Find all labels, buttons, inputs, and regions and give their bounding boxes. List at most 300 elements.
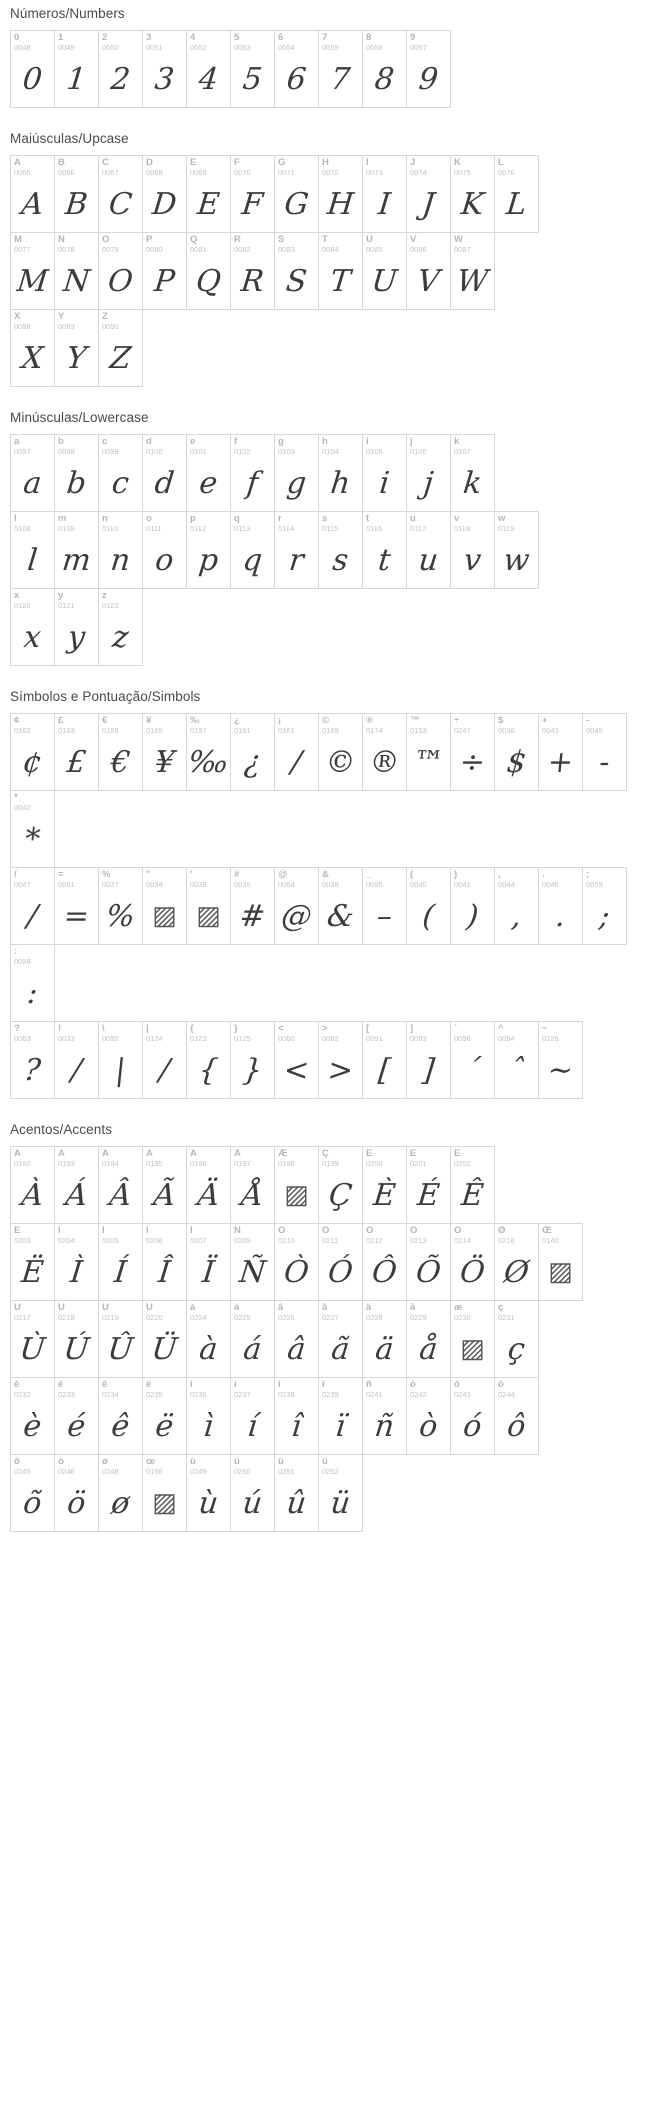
glyph-cell[interactable] — [318, 713, 363, 791]
glyph-cell[interactable] — [142, 155, 187, 233]
glyph-cell[interactable] — [582, 713, 627, 791]
glyph-code-label: 0062 — [322, 1034, 339, 1043]
glyph-cell[interactable] — [450, 511, 495, 589]
glyph-code-label: 0199 — [322, 1159, 339, 1168]
glyph-cell[interactable] — [54, 1146, 99, 1224]
glyph-cell[interactable] — [450, 1146, 495, 1224]
glyph-cell[interactable] — [54, 713, 99, 791]
glyph-cell[interactable] — [142, 232, 187, 310]
glyph-preview: = — [62, 898, 91, 934]
glyph-meta — [11, 714, 54, 735]
glyph-meta — [11, 1301, 54, 1322]
glyph-cell[interactable] — [450, 1021, 495, 1099]
glyph-cell[interactable] — [230, 713, 275, 791]
glyph-code-label: 0110 — [102, 524, 119, 533]
glyph-cell[interactable] — [362, 511, 407, 589]
glyph-cell[interactable] — [494, 1377, 539, 1455]
glyph-cell[interactable] — [538, 1223, 583, 1301]
glyph-code-label: 0100 — [146, 447, 163, 456]
glyph-cell[interactable] — [406, 1146, 451, 1224]
glyph-cell[interactable] — [142, 434, 187, 512]
glyph-preview: ù — [196, 1485, 220, 1521]
glyph-code-label: 0206 — [146, 1236, 163, 1245]
glyph-cell[interactable] — [54, 1021, 99, 1099]
glyph-cell[interactable] — [98, 155, 143, 233]
glyph-cell[interactable] — [10, 1223, 55, 1301]
glyph-cell[interactable] — [54, 1377, 99, 1455]
glyph-section — [0, 0, 661, 107]
glyph-cell[interactable] — [10, 1454, 55, 1532]
glyph-cell[interactable] — [450, 1223, 495, 1301]
glyph-cell[interactable] — [494, 1300, 539, 1378]
glyph-code-label: 0121 — [58, 601, 75, 610]
glyph-cell[interactable] — [10, 588, 55, 666]
glyph-char-label: ä — [366, 1303, 372, 1313]
glyph-cell[interactable] — [406, 232, 451, 310]
glyph-code-label: 0120 — [14, 601, 31, 610]
glyph-cell[interactable] — [538, 867, 583, 945]
glyph-code-label: 0046 — [542, 880, 559, 889]
glyph-char-label: * — [14, 793, 18, 803]
glyph-cell[interactable] — [494, 511, 539, 589]
glyph-char-label: Q — [190, 235, 198, 245]
glyph-meta — [539, 1224, 582, 1245]
section-title: Acentos/Accents — [10, 1122, 113, 1137]
glyph-cell[interactable] — [142, 1223, 187, 1301]
glyph-char-label: & — [322, 870, 329, 880]
glyph-preview: J — [420, 186, 437, 222]
glyph-cell[interactable] — [274, 1454, 319, 1532]
glyph-preview: O — [106, 263, 135, 299]
glyph-meta — [143, 1301, 186, 1322]
glyph-cell[interactable] — [494, 1223, 539, 1301]
glyph-cell[interactable] — [142, 1300, 187, 1378]
glyph-cell[interactable] — [98, 1146, 143, 1224]
glyph-meta — [275, 233, 318, 254]
glyph-meta — [495, 868, 538, 889]
glyph-cell[interactable] — [494, 713, 539, 791]
glyph-code-label: 0092 — [102, 1034, 119, 1043]
glyph-cell[interactable] — [186, 1377, 231, 1455]
glyph-preview: Ü — [150, 1331, 179, 1367]
glyph-code-label: 0205 — [102, 1236, 119, 1245]
glyph-cell[interactable] — [230, 434, 275, 512]
glyph-code-label: 0169 — [322, 726, 339, 735]
glyph-char-label: ë — [146, 1380, 152, 1390]
glyph-preview: f — [245, 465, 260, 501]
glyph-preview: ô — [505, 1408, 528, 1444]
glyph-char-label: g — [278, 437, 284, 447]
glyph-cell[interactable] — [274, 1021, 319, 1099]
glyph-cell[interactable] — [274, 1300, 319, 1378]
glyph-cell[interactable] — [54, 1300, 99, 1378]
glyph-cell[interactable] — [230, 1223, 275, 1301]
glyph-preview: Ñ — [237, 1254, 268, 1290]
glyph-meta — [363, 156, 406, 177]
glyph-code-label: 0108 — [14, 524, 31, 533]
glyph-cell[interactable] — [406, 1223, 451, 1301]
glyph-cell[interactable] — [10, 309, 55, 387]
glyph-char-label: Ò — [278, 1226, 286, 1236]
glyph-meta — [363, 1301, 406, 1322]
glyph-cell[interactable] — [494, 867, 539, 945]
glyph-code-label: 0080 — [146, 245, 163, 254]
glyph-cell[interactable] — [54, 588, 99, 666]
glyph-meta — [539, 1022, 582, 1043]
glyph-cell[interactable] — [362, 1146, 407, 1224]
glyph-char-label: W — [454, 235, 463, 245]
glyph-meta — [11, 1022, 54, 1043]
glyph-cell[interactable] — [582, 867, 627, 945]
glyph-meta — [99, 1378, 142, 1399]
glyph-cell[interactable] — [10, 1021, 55, 1099]
glyph-cell[interactable] — [98, 1300, 143, 1378]
glyph-code-label: 0086 — [410, 245, 427, 254]
glyph-cell[interactable] — [450, 1300, 495, 1378]
glyph-cell[interactable] — [362, 1300, 407, 1378]
glyph-preview: ˆ — [507, 1052, 526, 1088]
glyph-code-label: 0232 — [14, 1390, 31, 1399]
glyph-meta — [143, 1378, 186, 1399]
glyph-cell[interactable] — [98, 309, 143, 387]
glyph-cell[interactable] — [186, 1300, 231, 1378]
glyph-cell[interactable] — [274, 1377, 319, 1455]
glyph-code-label: 0039 — [190, 880, 207, 889]
glyph-char-label: # — [234, 870, 240, 880]
glyph-preview: 7 — [329, 61, 352, 97]
glyph-preview: . — [553, 898, 568, 934]
glyph-char-label: 1 — [58, 33, 64, 43]
glyph-preview: ä — [373, 1331, 396, 1367]
glyph-cell[interactable] — [142, 1454, 187, 1532]
glyph-cell[interactable] — [10, 1146, 55, 1224]
glyph-section — [0, 683, 661, 1098]
glyph-char-label: Y — [58, 312, 65, 322]
glyph-char-label: m — [58, 514, 67, 524]
glyph-cell[interactable] — [186, 1146, 231, 1224]
glyph-cell[interactable] — [274, 155, 319, 233]
glyph-cell[interactable] — [142, 511, 187, 589]
glyph-cell[interactable] — [274, 434, 319, 512]
glyph-cell[interactable] — [406, 1021, 451, 1099]
glyph-cell[interactable] — [98, 232, 143, 310]
glyph-cell[interactable] — [186, 713, 231, 791]
glyph-preview: # — [238, 898, 267, 934]
glyph-cell[interactable] — [98, 30, 143, 108]
glyph-code-label: 0055 — [322, 43, 339, 52]
glyph-cell[interactable] — [494, 155, 539, 233]
glyph-char-label: ì — [190, 1380, 193, 1390]
glyph-cell[interactable] — [186, 232, 231, 310]
glyph-char-label: ! — [58, 1024, 62, 1034]
glyph-cell[interactable] — [538, 713, 583, 791]
glyph-meta — [231, 714, 274, 735]
glyph-cell[interactable] — [186, 1021, 231, 1099]
glyph-cell[interactable] — [142, 30, 187, 108]
glyph-cell[interactable] — [10, 511, 55, 589]
glyph-cell[interactable] — [274, 511, 319, 589]
glyph-char-label: ù — [190, 1457, 196, 1467]
glyph-preview: , — [509, 898, 524, 934]
glyph-code-label: 0099 — [102, 447, 119, 456]
glyph-cell[interactable] — [186, 30, 231, 108]
glyph-preview: e — [197, 465, 220, 501]
glyph-cell[interactable] — [230, 155, 275, 233]
glyph-cell[interactable] — [186, 1454, 231, 1532]
glyph-meta — [363, 1022, 406, 1043]
glyph-preview: ö — [65, 1485, 88, 1521]
glyph-cell[interactable] — [186, 511, 231, 589]
glyph-cell[interactable] — [362, 1377, 407, 1455]
glyph-cell[interactable] — [450, 155, 495, 233]
glyph-cell[interactable] — [142, 713, 187, 791]
glyph-cell[interactable] — [142, 867, 187, 945]
glyph-cell[interactable] — [362, 30, 407, 108]
glyph-preview: Ó — [326, 1254, 355, 1290]
glyph-meta — [143, 1147, 186, 1168]
glyph-char-label: ¥ — [146, 716, 152, 726]
glyph-row — [0, 1454, 651, 1531]
glyph-cell[interactable] — [230, 30, 275, 108]
glyph-code-label: 0047 — [14, 880, 31, 889]
glyph-char-label: Ç — [322, 1149, 329, 1159]
glyph-cell[interactable] — [406, 713, 451, 791]
glyph-char-label: j — [410, 437, 413, 447]
glyph-cell[interactable] — [450, 1377, 495, 1455]
glyph-char-label: X — [14, 312, 21, 322]
glyph-cell[interactable] — [10, 1377, 55, 1455]
glyph-cell[interactable] — [318, 434, 363, 512]
glyph-cell[interactable] — [230, 511, 275, 589]
glyph-cell[interactable] — [142, 1377, 187, 1455]
glyph-preview: T — [328, 263, 353, 299]
glyph-cell[interactable] — [54, 30, 99, 108]
glyph-cell[interactable] — [186, 155, 231, 233]
glyph-preview: ) — [464, 898, 481, 934]
glyph-code-label: 0082 — [234, 245, 251, 254]
glyph-cell[interactable] — [406, 867, 451, 945]
glyph-cell[interactable] — [54, 1454, 99, 1532]
glyph-cell[interactable] — [362, 434, 407, 512]
glyph-cell[interactable] — [406, 1377, 451, 1455]
glyph-cell[interactable] — [230, 1021, 275, 1099]
glyph-cell[interactable] — [318, 30, 363, 108]
glyph-meta — [99, 310, 142, 331]
glyph-cell[interactable] — [318, 155, 363, 233]
glyph-cell[interactable] — [362, 867, 407, 945]
glyph-meta — [319, 31, 362, 52]
glyph-cell[interactable] — [142, 1021, 187, 1099]
glyph-char-label: À — [14, 1149, 21, 1159]
glyph-code-label: 0195 — [146, 1159, 163, 1168]
glyph-code-label: 0117 — [410, 524, 427, 533]
glyph-meta — [11, 589, 54, 610]
glyph-char-label: q — [234, 514, 240, 524]
glyph-cell[interactable] — [318, 511, 363, 589]
glyph-char-label: Á — [58, 1149, 65, 1159]
glyph-cell[interactable] — [362, 155, 407, 233]
glyph-preview: Å — [239, 1177, 266, 1213]
glyph-preview: – — [375, 898, 394, 934]
glyph-char-label: H — [322, 158, 329, 168]
glyph-cell[interactable] — [274, 1223, 319, 1301]
glyph-cell[interactable] — [98, 434, 143, 512]
glyph-char-label: Ø — [498, 1226, 506, 1236]
glyph-char-label: Æ — [278, 1149, 288, 1159]
glyph-meta — [11, 1147, 54, 1168]
glyph-cell[interactable] — [406, 30, 451, 108]
glyph-cell[interactable] — [362, 713, 407, 791]
glyph-char-label: Ã — [146, 1149, 153, 1159]
glyph-meta — [11, 791, 54, 812]
glyph-cell[interactable] — [54, 232, 99, 310]
glyph-preview: ™ — [411, 744, 446, 780]
glyph-meta — [11, 512, 54, 533]
glyph-cell[interactable] — [10, 434, 55, 512]
glyph-preview: ï — [333, 1408, 348, 1444]
glyph-cell[interactable] — [274, 30, 319, 108]
glyph-meta — [451, 233, 494, 254]
glyph-char-label: I — [366, 158, 369, 168]
glyph-preview: Ô — [370, 1254, 399, 1290]
glyph-cell[interactable] — [362, 1223, 407, 1301]
glyph-cell[interactable] — [406, 511, 451, 589]
glyph-cell[interactable] — [318, 232, 363, 310]
glyph-meta — [407, 1022, 450, 1043]
glyph-cell[interactable] — [362, 1021, 407, 1099]
glyph-cell[interactable] — [450, 232, 495, 310]
glyph-code-label: 0059 — [586, 880, 603, 889]
glyph-cell[interactable] — [10, 1300, 55, 1378]
glyph-cell[interactable] — [230, 1146, 275, 1224]
glyph-preview: ñ — [372, 1408, 396, 1444]
glyph-cell[interactable] — [10, 713, 55, 791]
glyph-meta — [231, 1224, 274, 1245]
glyph-char-label: Ù — [14, 1303, 21, 1313]
glyph-cell[interactable] — [98, 867, 143, 945]
glyph-cell[interactable] — [98, 1377, 143, 1455]
glyph-preview: W — [455, 263, 490, 299]
glyph-cell[interactable] — [10, 867, 55, 945]
glyph-cell[interactable] — [406, 1300, 451, 1378]
glyph-meta — [187, 1224, 230, 1245]
glyph-meta — [11, 156, 54, 177]
glyph-cell[interactable] — [98, 1223, 143, 1301]
glyph-preview: > — [326, 1052, 355, 1088]
glyph-cell[interactable] — [318, 867, 363, 945]
glyph-cell[interactable] — [186, 1223, 231, 1301]
glyph-cell[interactable] — [54, 1223, 99, 1301]
glyph-cell[interactable] — [10, 30, 55, 108]
glyph-meta — [55, 156, 98, 177]
glyph-meta — [539, 868, 582, 889]
glyph-cell[interactable] — [450, 434, 495, 512]
glyph-meta — [99, 1022, 142, 1043]
glyph-cell[interactable] — [54, 867, 99, 945]
glyph-cell[interactable] — [274, 1146, 319, 1224]
glyph-code-label: 0034 — [146, 880, 163, 889]
glyph-code-label: 0048 — [14, 43, 31, 52]
glyph-cell[interactable] — [230, 867, 275, 945]
glyph-preview: Û — [106, 1331, 135, 1367]
glyph-char-label: 2 — [102, 33, 108, 43]
glyph-meta — [407, 31, 450, 52]
glyph-preview: Á — [63, 1177, 90, 1213]
glyph-cell[interactable] — [230, 1454, 275, 1532]
glyph-cell[interactable] — [54, 434, 99, 512]
glyph-cell[interactable] — [274, 232, 319, 310]
glyph-cell[interactable] — [450, 867, 495, 945]
glyph-cell[interactable] — [98, 511, 143, 589]
glyph-preview: x — [22, 619, 43, 655]
glyph-cell[interactable] — [10, 155, 55, 233]
glyph-cell[interactable] — [318, 1223, 363, 1301]
glyph-cell[interactable] — [54, 511, 99, 589]
glyph-cell[interactable] — [98, 713, 143, 791]
glyph-char-label: Œ — [542, 1226, 552, 1236]
glyph-meta — [451, 1224, 494, 1245]
glyph-cell[interactable] — [98, 588, 143, 666]
glyph-char-label: © — [322, 716, 329, 726]
glyph-cell[interactable] — [318, 1300, 363, 1378]
glyph-cell[interactable] — [142, 1146, 187, 1224]
glyph-preview: õ — [21, 1485, 44, 1521]
glyph-cell[interactable] — [98, 1021, 143, 1099]
glyph-cell[interactable] — [362, 232, 407, 310]
glyph-char-label: Ì — [58, 1226, 61, 1236]
glyph-char-label: D — [146, 158, 153, 168]
glyph-preview: Ú — [62, 1331, 91, 1367]
glyph-meta — [319, 1224, 362, 1245]
glyph-cell[interactable] — [10, 232, 55, 310]
glyph-cell[interactable] — [54, 309, 99, 387]
glyph-meta — [99, 31, 142, 52]
glyph-preview: s — [330, 542, 351, 578]
glyph-cell[interactable] — [406, 434, 451, 512]
glyph-cell[interactable] — [10, 790, 55, 868]
glyph-cell[interactable] — [318, 1021, 363, 1099]
glyph-preview: G — [282, 186, 311, 222]
glyph-section — [0, 1116, 661, 1531]
glyph-cell[interactable] — [274, 713, 319, 791]
glyph-meta — [363, 512, 406, 533]
glyph-char-label: ø — [102, 1457, 108, 1467]
glyph-cell[interactable] — [406, 155, 451, 233]
glyph-cell[interactable] — [318, 1454, 363, 1532]
glyph-cell[interactable] — [538, 1021, 583, 1099]
glyph-code-label: 0220 — [146, 1313, 163, 1322]
glyph-code-label: 0228 — [366, 1313, 383, 1322]
glyph-cell[interactable] — [230, 1377, 275, 1455]
glyph-cell[interactable] — [450, 713, 495, 791]
glyph-cell[interactable] — [54, 155, 99, 233]
glyph-code-label: 0207 — [190, 1236, 207, 1245]
glyph-cell[interactable] — [274, 867, 319, 945]
glyph-cell[interactable] — [98, 1454, 143, 1532]
glyph-preview: à — [197, 1331, 220, 1367]
glyph-cell[interactable] — [10, 944, 55, 1022]
glyph-cell[interactable] — [186, 867, 231, 945]
glyph-cell[interactable] — [230, 232, 275, 310]
glyph-code-label: 0036 — [498, 726, 515, 735]
glyph-cell[interactable] — [318, 1377, 363, 1455]
glyph-cell[interactable] — [186, 434, 231, 512]
glyph-cell[interactable] — [318, 1146, 363, 1224]
glyph-cell[interactable] — [230, 1300, 275, 1378]
glyph-preview: U — [370, 263, 399, 299]
glyph-cell[interactable] — [494, 1021, 539, 1099]
glyph-code-label: 0165 — [146, 726, 163, 735]
